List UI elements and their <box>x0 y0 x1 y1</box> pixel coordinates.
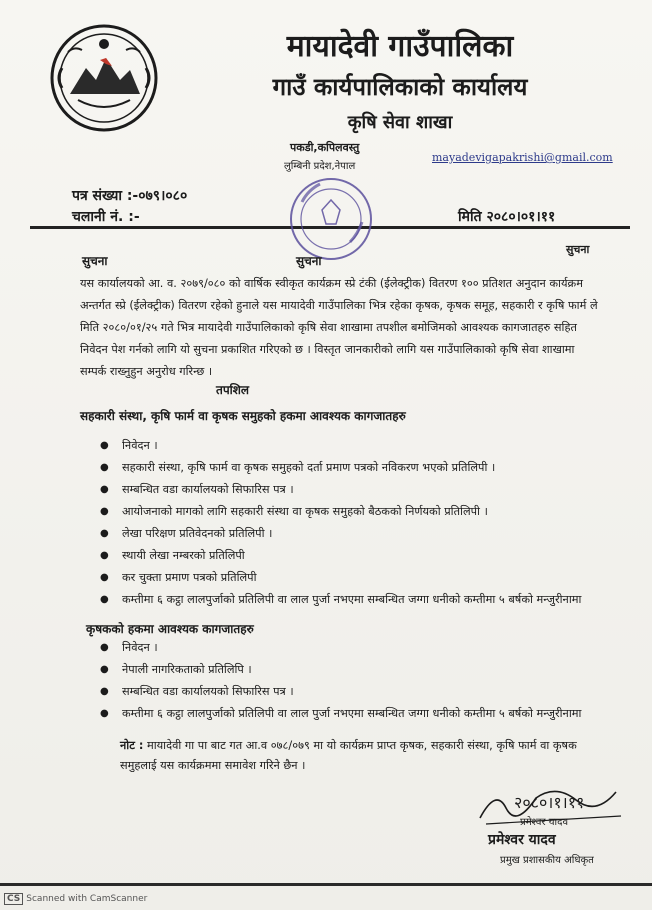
signer-name: प्रमेश्वर यादव <box>488 832 556 848</box>
note-label: नोट : <box>120 739 144 752</box>
office-name: मायादेवी गाउँपालिका <box>286 29 514 64</box>
list-item: ● कम्तीमा ६ कट्ठा लालपुर्जाको प्रतिलिपी वा लाल पुर्जा नभएमा सम्बन्धित जग्गा धनीको कम्तीमा ५ बर्षको मन्जुरीनामा <box>100 704 600 746</box>
notice-body: यस कार्यालयको आ. व. २०७९/०८० को वार्षिक स्वीकृत कार्यक्रम स्प्रे टंकी (ईलेक्ट्रीक) वितरण १०० प्रतिशत अनुदान कार्यक्रम अन्तर्गत स्प्रे (ईलेक्ट्रीक) वितरण रहेको हुनाले यस मायादेवी गाउँपालिका भित्र रहेका कृषक, कृषक समूह, सहकारी र कृषि फार्म ले मिति २०८०/०१/२५ गते भित्र मायादेवी गाउँपालिकाको कृषि सेवा शाखामा तपशील बमोजिमको आवश्यक कागजातहरु सहित निवेदन पेश गर्नको लागि यो सुचना प्रकाशित गरिएको छ । विस्तृत जानकारीको लागि यस गाउँपालिकाको कृषि सेवा शाखामा सम्पर्क राख्नुहुन अनुरोध गरिन्छ । <box>80 277 598 378</box>
list-item: ● आयोजनाको मागको लागि सहकारी संस्था वा कृषक समुहको बैठकको निर्णयको प्रतिलिपी । <box>100 502 600 524</box>
letter-number: पत्र संख्या :-०७९।०८० <box>72 188 188 204</box>
list-item: ● लेखा परिक्षण प्रतिवेदनको प्रतिलिपी । <box>100 524 600 546</box>
scanner-watermark <box>4 893 147 905</box>
cooperative-docs-list <box>100 436 600 632</box>
notice-label-center: सुचना <box>296 254 322 268</box>
list-item: ● निवेदन । <box>100 436 600 458</box>
list-item: ● निवेदन । <box>100 638 600 660</box>
footer-divider <box>0 883 652 886</box>
signature-date: २०८०।१।११ <box>514 793 585 812</box>
dispatch-number: चलानी नं. :- <box>72 209 140 225</box>
office-subtitle: गाउँ कार्यपालिकाको कार्यालय <box>272 73 528 101</box>
email-link[interactable]: mayadevigapakrishi@gmail.com <box>432 151 613 164</box>
list-item: ● स्थायी लेखा नम्बरको प्रतिलिपी <box>100 546 600 568</box>
list-item: ● नेपाली नागरिकताको प्रतिलिपि । <box>100 660 600 682</box>
list-item: ● कम्तीमा ६ कट्ठा लालपुर्जाको प्रतिलिपी वा लाल पुर्जा नभएमा सम्बन्धित जग्गा धनीको कम्तीमा ५ बर्षको मन्जुरीनामा <box>100 590 600 632</box>
scanner-badge-icon: CS <box>4 893 23 905</box>
list-item: ● सम्बन्धित वडा कार्यालयको सिफारिस पत्र । <box>100 480 600 502</box>
cooperative-docs-heading: सहकारी संस्था, कृषि फार्म वा कृषक समुहको हकमा आवश्यक कागजातहरु <box>80 409 406 423</box>
address-line2: लुम्बिनी प्रदेश,नेपाल <box>284 161 356 172</box>
nepal-emblem-logo <box>48 22 160 134</box>
list-item: ● सहकारी संस्था, कृषि फार्म वा कृषक समुहको दर्ता प्रमाण पत्रको नविकरण भएको प्रतिलिपी । <box>100 458 600 480</box>
letter-date: मिति २०८०।०१।११ <box>458 209 556 225</box>
farmer-docs-heading: कृषकको हकमा आवश्यक कागजातहरु <box>86 622 254 636</box>
signer-name-small: प्रमेश्वर यादव <box>520 817 569 828</box>
address-line1: पकडी,कपिलवस्तु <box>290 141 360 154</box>
details-heading: तपशिल <box>216 383 250 397</box>
notice-label-left: सुचना <box>82 254 108 268</box>
notice-label-right: सुचना <box>566 243 590 256</box>
farmer-docs-list <box>100 638 600 746</box>
note-paragraph <box>120 736 600 776</box>
note-text: मायादेवी गा पा बाट गत आ.व ०७८/०७९ मा यो कार्यक्रम प्राप्त कृषक, सहकारी संस्था, कृषि फार्म वा कृषक समुहलाई यस कार्यक्रममा समावेश गरिने छैन । <box>120 739 577 772</box>
list-item: ● कर चुक्ता प्रमाण पत्रको प्रतिलिपी <box>100 568 600 590</box>
signer-title: प्रमुख प्रशासकीय अधिकृत <box>500 855 594 866</box>
list-item: ● सम्बन्धित वडा कार्यालयको सिफारिस पत्र । <box>100 682 600 704</box>
branch-name: कृषि सेवा शाखा <box>347 112 453 133</box>
scanner-label: Scanned with CamScanner <box>26 894 148 904</box>
